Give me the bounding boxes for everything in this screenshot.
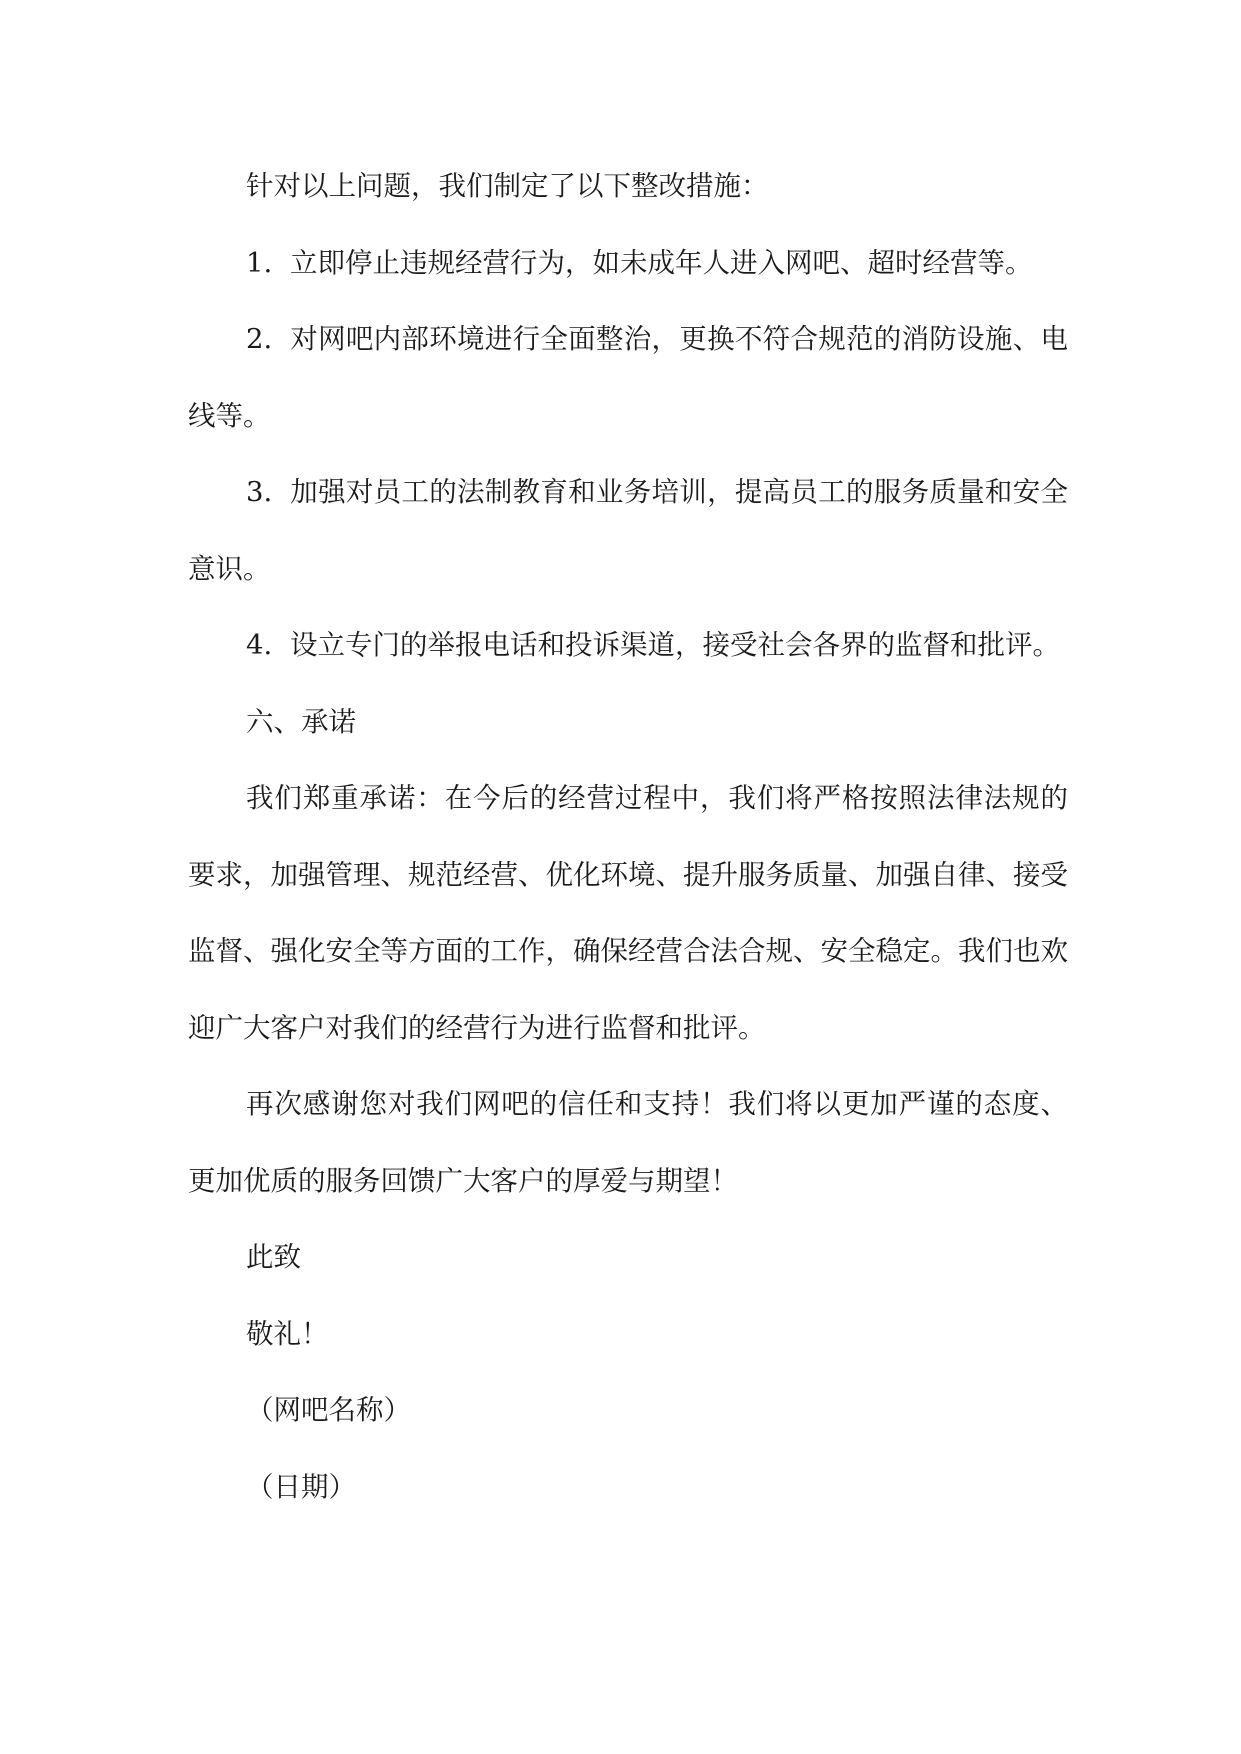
list-number: 1. bbox=[246, 246, 273, 279]
list-number: 4. bbox=[246, 629, 273, 661]
list-text: 加强对员工的法制教育和业务培训，提高员工的服务质量和安全意识。 bbox=[188, 476, 1068, 585]
list-number: 2. bbox=[246, 323, 273, 355]
list-text: 对网吧内部环境进行全面整治，更换不符合规范的消防设施、电线等。 bbox=[188, 323, 1068, 432]
paragraph-commitment bbox=[188, 760, 1068, 1066]
paragraph-text: 再次感谢您对我们网吧的信任和支持！我们将以更加严谨的态度、更加优质的服务回馈广大客户的厚爱与期望！ bbox=[188, 1088, 1068, 1197]
list-item-4 bbox=[188, 607, 1068, 684]
document-body bbox=[188, 148, 1068, 1525]
list-item-3 bbox=[188, 454, 1068, 607]
signature-date bbox=[188, 1449, 1068, 1526]
list-item-1 bbox=[188, 225, 1068, 302]
heading-text: 六、承诺 bbox=[246, 705, 356, 738]
list-item-2 bbox=[188, 301, 1068, 454]
paragraph-text: 针对以上问题，我们制定了以下整改措施： bbox=[246, 170, 769, 202]
list-text: 立即停止违规经营行为，如未成年人进入网吧、超时经营等。 bbox=[290, 246, 1033, 279]
closing-text: 敬礼！ bbox=[246, 1317, 329, 1350]
signature-text: （网吧名称） bbox=[246, 1394, 411, 1426]
paragraph-text: 我们郑重承诺：在今后的经营过程中，我们将严格按照法律法规的要求，加强管理、规范经营、优化环境、提升服务质量、加强自律、接受监督、强化安全等方面的工作，确保经营合法合规、安全稳定。我们也欢迎广大客户对我们的经营行为进行监督和批评。 bbox=[188, 782, 1068, 1044]
signature-name bbox=[188, 1372, 1068, 1449]
paragraph-thanks bbox=[188, 1066, 1068, 1219]
section-heading-commitment bbox=[188, 684, 1068, 761]
date-text: （日期） bbox=[246, 1470, 356, 1503]
paragraph-intro bbox=[188, 148, 1068, 225]
closing-salutation bbox=[188, 1219, 1068, 1296]
closing-text: 此致 bbox=[246, 1241, 301, 1273]
list-text: 设立专门的举报电话和投诉渠道，接受社会各界的监督和批评。 bbox=[290, 629, 1060, 661]
list-number: 3. bbox=[246, 476, 273, 508]
closing-regards bbox=[188, 1296, 1068, 1373]
